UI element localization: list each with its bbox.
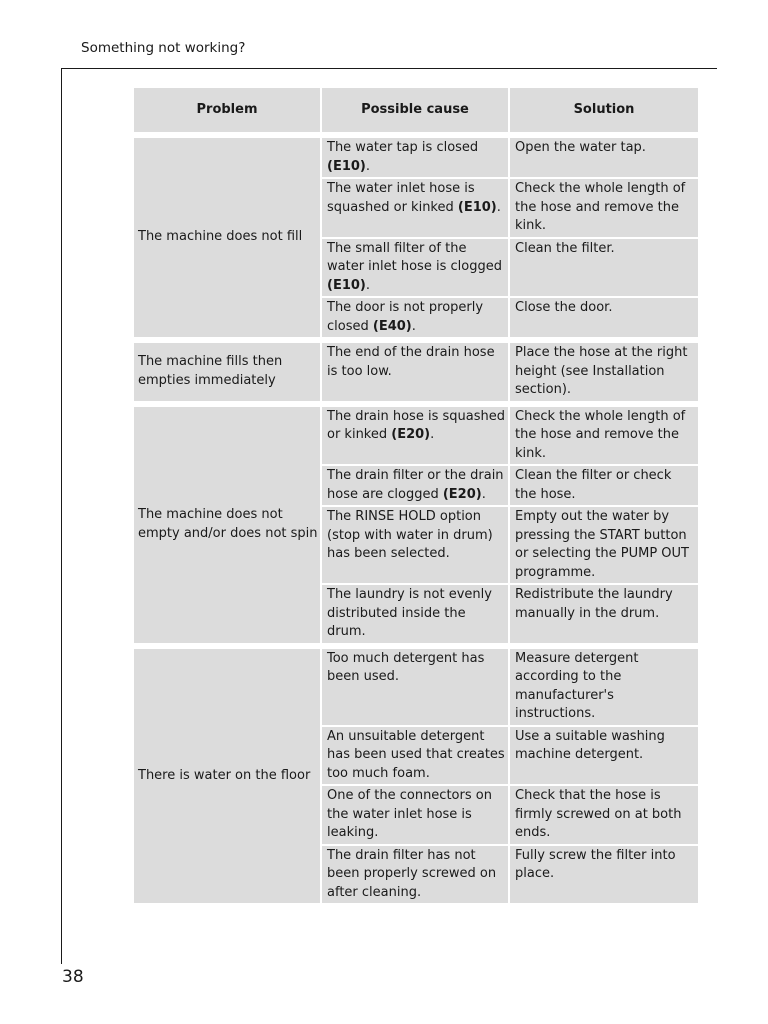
- header-solution: Solution: [509, 87, 699, 133]
- cause-text: An unsuitable detergent has been used that creates too much foam.: [327, 728, 505, 781]
- cause-cell: [321, 506, 509, 584]
- error-code: (E40): [372, 318, 412, 334]
- solution-cell: Close the door.: [509, 297, 699, 338]
- cause-text: The end of the drain hose is too low.: [327, 345, 495, 379]
- cause-cell: [321, 726, 509, 786]
- cause-text: The drain hose is squashed or kinked: [327, 408, 505, 442]
- solution-cell: Use a suitable washing machine detergent.: [509, 726, 699, 786]
- table-body: [133, 133, 699, 904]
- cause-cell: [321, 238, 509, 298]
- cause-punctuation: .: [411, 318, 416, 334]
- solution-cell: Empty out the water by pressing the START button or selecting the PUMP OUT programme.: [509, 506, 699, 584]
- cause-text: The laundry is not evenly distributed inside the drum.: [327, 587, 492, 639]
- cause-cell: [321, 648, 509, 726]
- header-rule: [61, 68, 717, 69]
- cause-punctuation: .: [430, 427, 435, 442]
- cause-punctuation: .: [365, 277, 370, 293]
- cause-text: One of the connectors on the water inlet hose is leaking.: [327, 788, 492, 840]
- troubleshooting-table: [132, 86, 700, 905]
- page-number: 38: [62, 967, 84, 987]
- table-header-row: [133, 87, 699, 133]
- solution-cell: Clean the filter.: [509, 238, 699, 298]
- header-problem: Problem: [133, 87, 321, 133]
- cause-text: The small filter of the water inlet hose is clogged: [327, 240, 502, 274]
- cause-text: The water tap is closed: [327, 140, 479, 155]
- cause-cell: [321, 178, 509, 238]
- table-row: [133, 137, 699, 178]
- cause-punctuation: .: [481, 486, 486, 502]
- error-code: (E20): [391, 427, 431, 442]
- cause-cell: [321, 297, 509, 338]
- cause-punctuation: .: [365, 158, 370, 174]
- solution-cell: Place the hose at the right height (see Installation section).: [509, 342, 699, 402]
- cause-text: The water inlet hose is squashed or kinked: [327, 181, 475, 215]
- solution-cell: Open the water tap.: [509, 137, 699, 178]
- error-code: (E10): [327, 277, 366, 293]
- cause-cell: [321, 845, 509, 905]
- cause-cell: [321, 465, 509, 506]
- page-header-title: Something not working?: [81, 40, 246, 56]
- solution-cell: Clean the filter or check the hose.: [509, 465, 699, 506]
- solution-cell: Check the whole length of the hose and remove the kink.: [509, 178, 699, 238]
- error-code: (E20): [442, 486, 482, 502]
- cause-cell: [321, 584, 509, 644]
- table-row: [133, 406, 699, 466]
- table-row: [133, 648, 699, 726]
- margin-rule: [61, 68, 62, 964]
- cause-text: The RINSE HOLD option (stop with water in drum) has been selected.: [327, 509, 493, 561]
- cause-punctuation: .: [496, 199, 501, 215]
- cause-cell: [321, 342, 509, 402]
- table-row: [133, 342, 699, 402]
- solution-cell: Check that the hose is firmly screwed on at both ends.: [509, 785, 699, 845]
- solution-cell: Redistribute the laundry manually in the drum.: [509, 584, 699, 644]
- error-code: (E10): [327, 158, 366, 174]
- problem-cell: The machine does not empty and/or does not spin: [133, 406, 321, 644]
- cause-cell: [321, 137, 509, 178]
- cause-text: The drain filter or the drain hose are clogged: [327, 468, 504, 502]
- problem-cell: There is water on the floor: [133, 648, 321, 905]
- error-code: (E10): [457, 199, 497, 215]
- solution-cell: Check the whole length of the hose and remove the kink.: [509, 406, 699, 466]
- cause-text: The drain filter has not been properly screwed on after cleaning.: [327, 847, 497, 900]
- cause-cell: [321, 406, 509, 466]
- cause-text: The door is not properly closed: [327, 300, 484, 334]
- header-possible-cause: Possible cause: [321, 87, 509, 133]
- cause-cell: [321, 785, 509, 845]
- problem-cell: The machine does not fill: [133, 137, 321, 338]
- problem-cell: The machine fills then empties immediately: [133, 342, 321, 402]
- solution-cell: Measure detergent according to the manufacturer's instructions.: [509, 648, 699, 726]
- solution-cell: Fully screw the filter into place.: [509, 845, 699, 905]
- cause-text: Too much detergent has been used.: [327, 650, 485, 684]
